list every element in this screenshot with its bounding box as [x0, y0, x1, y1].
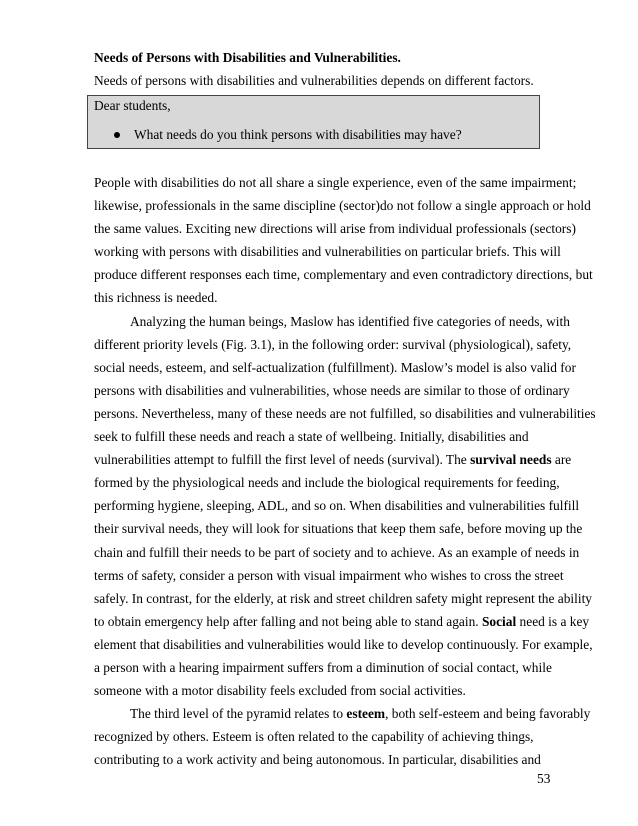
body-line: chain and fulfill their needs to be part of society and to achieve. As an example of needs in	[94, 544, 580, 560]
body-line-bold-term: survival needs	[470, 452, 552, 468]
body-line-text: vulnerabilities attempt to fulfill the first level of needs (survival). The	[94, 452, 471, 468]
body-line-text: , both self-esteem and being favorably	[385, 706, 591, 722]
box-bullet-item	[114, 127, 462, 143]
body-line-bold-term: Social	[481, 613, 517, 629]
page-number: 53	[537, 771, 551, 786]
body-line: their survival needs, they will look for situations that keep them safe, before moving up the	[94, 521, 583, 537]
body-line	[94, 702, 591, 725]
box-question: What needs do you think persons with disabilities may have?	[134, 127, 462, 142]
body-line-text: The third level of the pyramid relates to	[130, 706, 347, 722]
body-line: element that disabilities and vulnerabilities would like to develop continuously. For example,	[94, 636, 593, 652]
body-line: the same values. Exciting new directions will arise from individual professionals (sectors)	[94, 221, 576, 237]
body-line-text: need is a key	[516, 613, 590, 629]
section-heading: Needs of Persons with Disabilities and Vulnerabilities.	[94, 50, 401, 65]
body-line: a person with a hearing impairment suffers from a diminution of social contact, while	[94, 659, 552, 675]
box-greeting: Dear students,	[94, 98, 171, 113]
body-line: persons. Nevertheless, many of these needs are not fulfilled, so disabilities and vulnerabilities	[94, 405, 596, 421]
body-line: seek to fulfill these needs and reach a state of wellbeing. Initially, disabilities and	[94, 429, 529, 445]
body-line: recognized by others. Esteem is often related to the capability of achieving things,	[94, 729, 534, 745]
body-line	[94, 448, 572, 471]
body-line: someone with a motor disability feels excluded from social activities.	[94, 683, 466, 699]
body-line: Analyzing the human beings, Maslow has identified five categories of needs, with	[130, 313, 570, 329]
body-line: persons with disabilities and vulnerabilities, whose needs are similar to those of ordinary	[94, 382, 570, 398]
bullet-icon	[114, 132, 120, 138]
body-line: different priority levels (Fig. 3.1), in the following order: survival (physiological), safety,	[94, 336, 572, 352]
body-line: this richness is needed.	[94, 290, 218, 306]
intro-sentence: Needs of persons with disabilities and vulnerabilities depends on different factors.	[94, 73, 534, 88]
body-text	[94, 171, 596, 771]
body-line-text: to obtain emergency help after falling and not being able to stand again.	[94, 613, 482, 629]
body-line-bold-term: esteem	[346, 706, 386, 722]
body-line	[94, 610, 590, 633]
body-line: People with disabilities do not all share a single experience, even of the same impairment;	[94, 175, 577, 190]
student-prompt-box	[87, 95, 540, 149]
body-line: social needs, esteem, and self-actualization (fulfillment). Maslow’s model is also valid for	[94, 359, 576, 375]
body-line: produce different responses each time, complementary and even contradictory directions, but	[94, 267, 593, 283]
body-line-text: are	[551, 452, 572, 468]
body-line: terms of safety, consider a person with visual impairment who wishes to cross the street	[94, 567, 564, 583]
body-line: working with persons with disabilities and vulnerabilities on particular briefs. This will	[94, 244, 561, 260]
body-line: safely. In contrast, for the elderly, at risk and street children safety might represent the ability	[94, 590, 593, 606]
body-line: formed by the physiological needs and include the biological requirements for feeding,	[94, 475, 560, 491]
body-line: contributing to a work activity and being autonomous. In particular, disabilities and	[94, 752, 541, 768]
body-line: performing hygiene, sleeping, ADL, and so on. When disabilities and vulnerabilities fulfill	[94, 498, 580, 514]
body-line: likewise, professionals in the same discipline (sector)do not follow a single approach or hold	[94, 198, 591, 214]
